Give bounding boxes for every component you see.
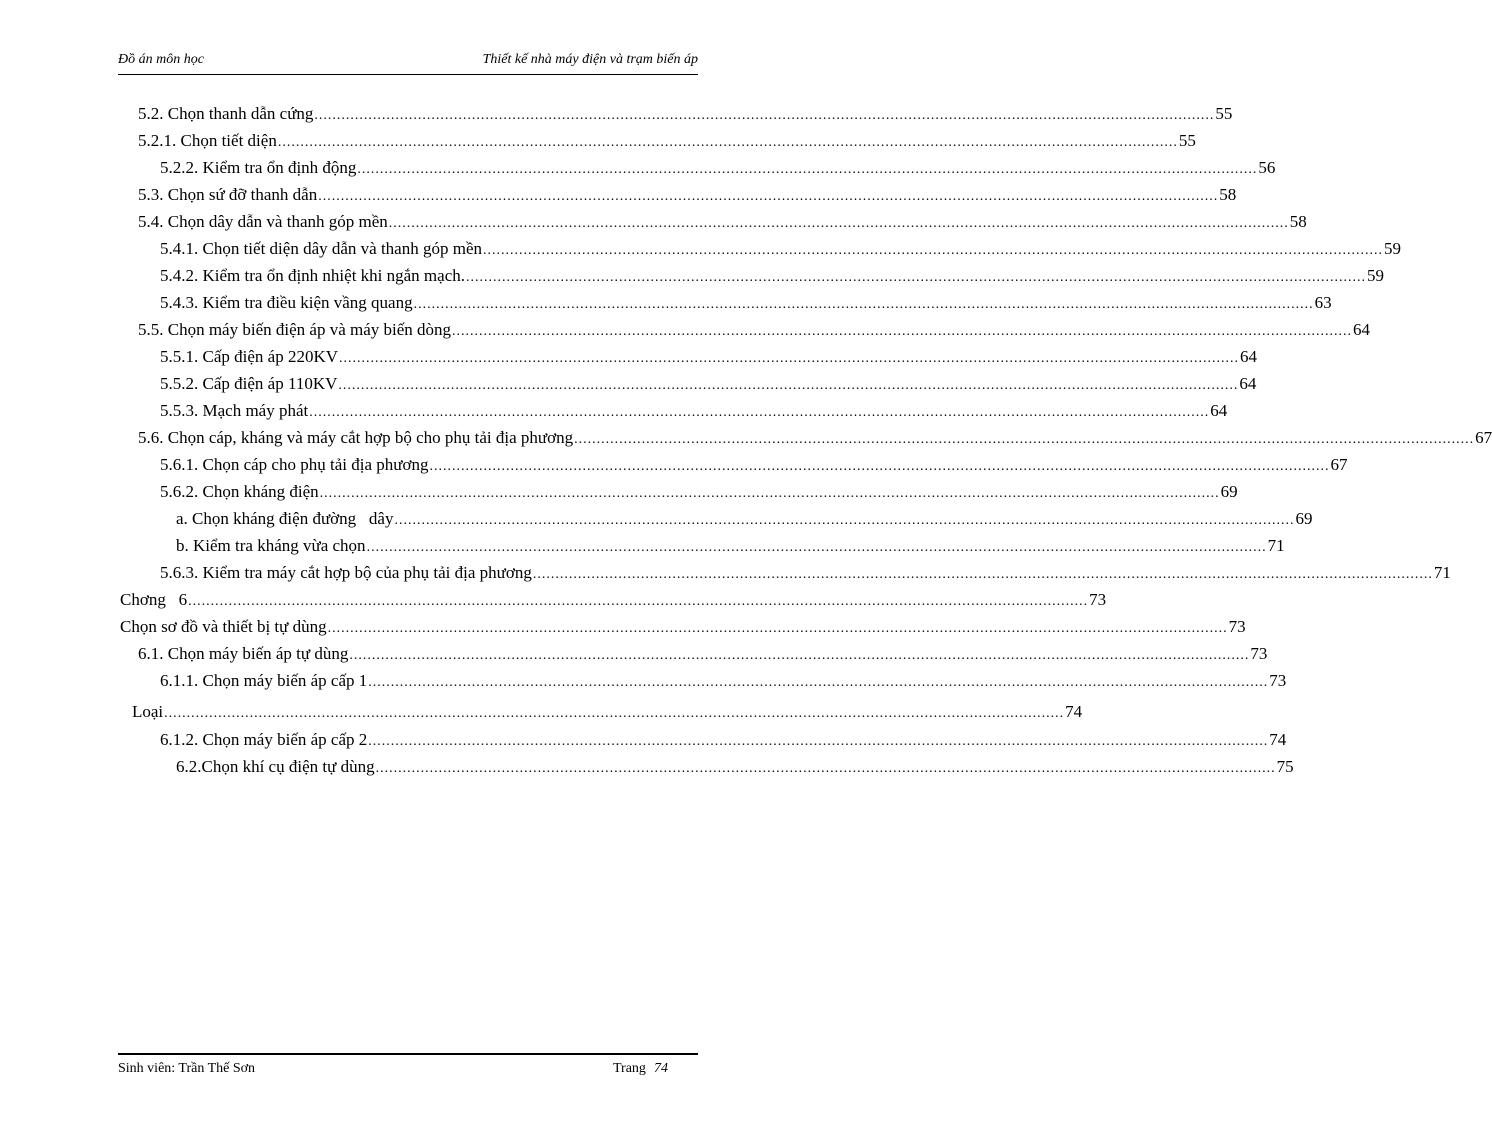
toc-leader-dots: ........................................................................................................................................................................................................ [429, 459, 1330, 474]
toc-leader-dots: ........................................................................................................................................................................................................ [375, 761, 1276, 776]
toc-leader-dots: ........................................................................................................................................................................................................ [366, 540, 1267, 555]
toc-entry-page: 59 [1384, 239, 1401, 258]
toc-entry-page: 64 [1210, 401, 1228, 420]
toc-entry-title: Chọn sơ đồ và thiết bị tự dùng [120, 617, 327, 636]
toc-entry-title: 5.2.2. Kiểm tra ổn định động [160, 158, 357, 177]
toc-entry-page: 73 [1250, 644, 1268, 663]
toc-entry [160, 559, 1451, 586]
toc-entry [160, 343, 1258, 370]
toc-entry-page: 71 [1433, 563, 1451, 582]
toc-entry [138, 208, 1307, 235]
toc-leader-dots: ........................................................................................................................................................................................................ [368, 734, 1269, 749]
toc-leader-dots: ........................................................................................................................................................................................................ [319, 486, 1220, 501]
toc-entry [160, 262, 1384, 289]
toc-entry-title: 5.5.2. Cấp điện áp 110KV [160, 374, 338, 393]
footer-page [613, 1061, 668, 1077]
toc-entry-title: b. Kiểm tra kháng vừa chọn [176, 536, 366, 555]
toc-entry [138, 181, 1237, 208]
toc-entry-title: Chơng 6 [120, 590, 188, 609]
toc-entry-title: 5.6.2. Chọn kháng điện [160, 482, 319, 501]
toc-entry-page: 58 [1289, 212, 1307, 231]
toc-entry [138, 316, 1371, 343]
toc-entry-page: 67 [1330, 455, 1348, 474]
toc-entry-page: 58 [1219, 185, 1237, 204]
toc-leader-dots: ........................................................................................................................................................................................................ [466, 270, 1366, 285]
toc-leader-dots: ........................................................................................................................................................................................................ [357, 162, 1258, 177]
toc-entry-page: 69 [1295, 509, 1313, 528]
toc-entry [132, 698, 1083, 725]
toc-entry-title: 5.6.1. Chọn cáp cho phụ tải địa phương [160, 455, 429, 474]
toc-entry-page: 55 [1215, 104, 1233, 123]
toc-leader-dots: ........................................................................................................................................................................................................ [318, 189, 1219, 204]
toc-entry-title: 6.2.Chọn khí cụ điện tự dùng [176, 757, 375, 776]
toc-entry-title: 5.4.1. Chọn tiết diện dây dẫn và thanh góp mền [160, 239, 482, 258]
toc-entry [160, 370, 1257, 397]
toc-entry [160, 478, 1238, 505]
toc-entry-title: 5.4.3. Kiểm tra điều kiện vầng quang [160, 293, 413, 312]
footer-page-label: Trang [613, 1061, 646, 1076]
footer-page-number: 74 [653, 1061, 668, 1076]
toc-entry-page: 64 [1240, 347, 1258, 366]
toc-leader-dots: ........................................................................................................................................................................................................ [532, 567, 1433, 582]
header-title: Thiết kế nhà máy điện và trạm biến áp [482, 52, 698, 67]
toc-entry-page: 73 [1228, 617, 1246, 636]
toc-entry [120, 613, 1246, 640]
toc-entry-title: 5.4.2. Kiểm tra ổn định nhiệt khi ngắn mạch. [160, 266, 465, 285]
toc-entry-title: 5.3. Chọn sứ đỡ thanh dẫn [138, 185, 318, 204]
toc-entry-title: 5.5.3. Mạch máy phát [160, 401, 309, 420]
toc-entry [160, 726, 1287, 753]
toc-entry-title: 5.4. Chọn dây dẫn và thanh góp mền [138, 212, 388, 231]
toc-entry-page: 67 [1475, 428, 1492, 447]
toc-entry [160, 154, 1276, 181]
toc-entry [176, 532, 1285, 559]
toc-entry-page: 59 [1367, 266, 1384, 285]
toc-leader-dots: ........................................................................................................................................................................................................ [394, 513, 1295, 528]
toc-entry-title: 5.2. Chọn thanh dẫn cứng [138, 104, 314, 123]
toc-entry [138, 640, 1268, 667]
toc-leader-dots: ........................................................................................................................................................................................................ [338, 378, 1239, 393]
toc-entry-page: 73 [1089, 590, 1107, 609]
toc-entry [176, 505, 1313, 532]
toc-leader-dots: ........................................................................................................................................................................................................ [164, 706, 1065, 721]
toc-entry-title: 5.5. Chọn máy biến điện áp và máy biến dòng [138, 320, 452, 339]
toc-entry-page: 64 [1353, 320, 1371, 339]
toc-entry-page: 74 [1269, 730, 1287, 749]
toc-entry-page: 55 [1178, 131, 1196, 150]
toc-leader-dots: ........................................................................................................................................................................................................ [339, 351, 1240, 366]
toc-leader-dots: ........................................................................................................................................................................................................ [309, 405, 1210, 420]
footer-student: Sinh viên: Trần Thế Sơn [118, 1061, 256, 1076]
toc-entry-page: 63 [1314, 293, 1332, 312]
toc-leader-dots: ........................................................................................................................................................................................................ [327, 621, 1228, 636]
toc-leader-dots: ........................................................................................................................................................................................................ [368, 675, 1269, 690]
page-footer [118, 1053, 698, 1083]
toc-leader-dots: ........................................................................................................................................................................................................ [188, 594, 1089, 609]
toc-entry-page: 56 [1258, 158, 1276, 177]
toc-entry-title: 6.1.2. Chọn máy biến áp cấp 2 [160, 730, 368, 749]
toc-entry [160, 667, 1287, 694]
toc-entry [120, 586, 1107, 613]
toc-entry-title: 5.5.1. Cấp điện áp 220KV [160, 347, 339, 366]
toc-entry-page: 64 [1239, 374, 1257, 393]
toc-entry-page: 73 [1269, 671, 1287, 690]
toc-entry [160, 235, 1401, 262]
toc-leader-dots: ........................................................................................................................................................................................................ [452, 324, 1353, 339]
toc-leader-dots: ........................................................................................................................................................................................................ [277, 135, 1178, 150]
toc-leader-dots: ........................................................................................................................................................................................................ [413, 297, 1314, 312]
header-course: Đồ án môn học [118, 52, 204, 67]
toc-entry-title: 6.1.1. Chọn máy biến áp cấp 1 [160, 671, 368, 690]
toc-leader-dots: ........................................................................................................................................................................................................ [574, 432, 1475, 447]
toc-entry-title: 5.6.3. Kiểm tra máy cắt hợp bộ của phụ tải địa phương [160, 563, 532, 582]
toc-leader-dots: ........................................................................................................................................................................................................ [314, 108, 1215, 123]
toc-leader-dots: ........................................................................................................................................................................................................ [483, 243, 1383, 258]
page-header [118, 50, 698, 75]
toc-leader-dots: ........................................................................................................................................................................................................ [388, 216, 1289, 231]
toc-entry-title: 5.2.1. Chọn tiết diện [138, 131, 277, 150]
toc-entry [160, 397, 1228, 424]
toc-entry-page: 74 [1065, 702, 1083, 721]
toc-entry [160, 289, 1332, 316]
toc-leader-dots: ........................................................................................................................................................................................................ [349, 648, 1250, 663]
toc-entry-page: 69 [1220, 482, 1238, 501]
toc-entry [160, 451, 1348, 478]
toc-entry-title: 6.1. Chọn máy biến áp tự dùng [138, 644, 349, 663]
toc-entry-title: 5.6. Chọn cáp, kháng và máy cắt hợp bộ cho phụ tải địa phương [138, 428, 574, 447]
toc-entry-page: 75 [1276, 757, 1294, 776]
toc-entry [138, 424, 1492, 451]
toc-entry [176, 753, 1294, 780]
toc-entry-title: a. Chọn kháng điện đường dây [176, 509, 394, 528]
toc-entry-page: 71 [1267, 536, 1285, 555]
toc-entry-title: Loại [132, 702, 164, 721]
toc-entry [138, 100, 1233, 127]
toc-entry [138, 127, 1196, 154]
